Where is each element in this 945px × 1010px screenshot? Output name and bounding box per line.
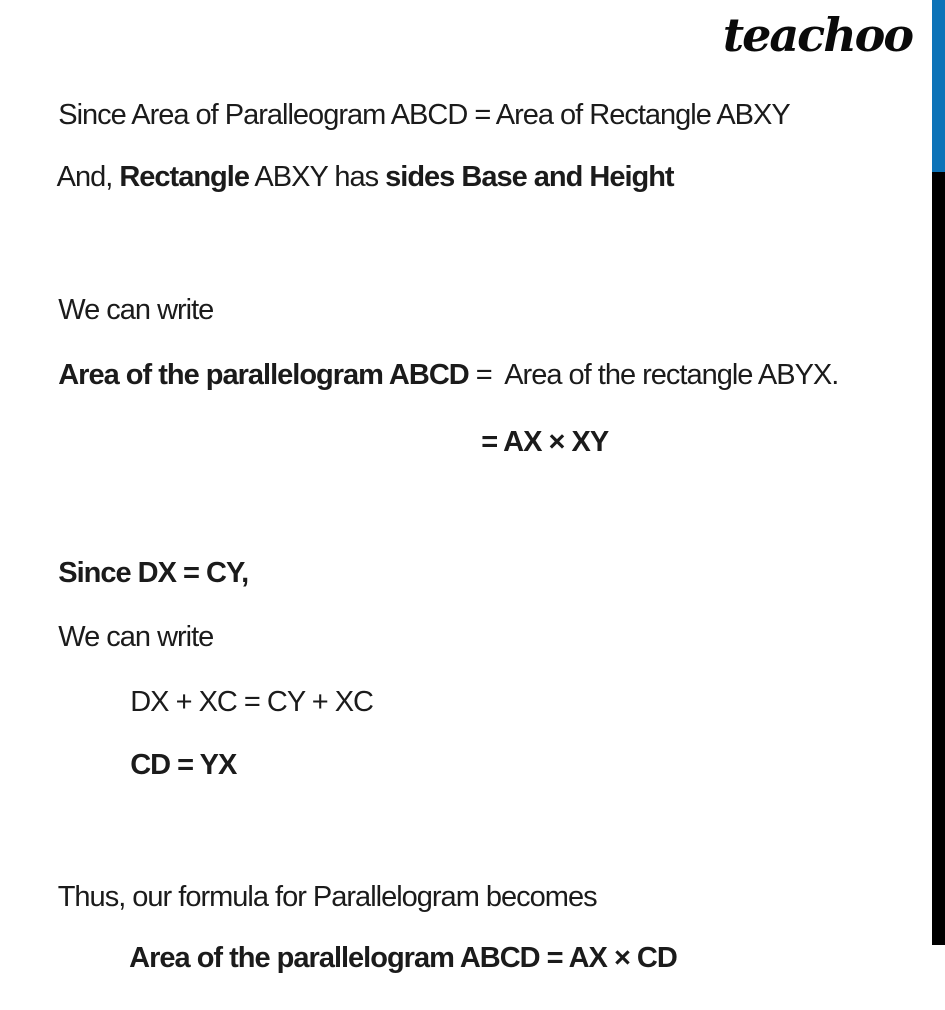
statement-rectangle-sides bbox=[30, 125, 674, 229]
statement-text: = Area of the rectangle ABYX. bbox=[468, 358, 839, 391]
statement-text: We can write bbox=[58, 293, 214, 326]
equation-text: DX + XC = CY + XC bbox=[130, 685, 374, 718]
equation-text: CD = YX bbox=[130, 748, 237, 781]
edge-accent-bar-black bbox=[932, 172, 945, 945]
statement-text: Since DX = CY, bbox=[58, 556, 249, 589]
bold-emphasis: Rectangle bbox=[119, 160, 249, 193]
equation-cd-equals-yx bbox=[102, 713, 236, 817]
statement-text: Thus, our formula for Parallelogram becomes bbox=[57, 880, 597, 913]
edge-accent-bar-blue bbox=[932, 0, 945, 172]
statement-text: ABXY has bbox=[248, 160, 386, 193]
equation-ax-times-xy bbox=[453, 390, 608, 494]
equation-text: Area of the parallelogram ABCD = AX × CD bbox=[129, 941, 677, 974]
bold-emphasis: sides Base and Height bbox=[385, 160, 674, 193]
statement-text: Since Area of Paralleogram ABCD = Area of Rectangle ABXY bbox=[58, 98, 790, 131]
equation-final-formula bbox=[102, 906, 677, 1010]
equation-area-parallelogram-rectangle bbox=[30, 323, 838, 427]
equation-text: = AX × XY bbox=[481, 425, 609, 458]
bold-emphasis: Area of the parallelogram ABCD bbox=[58, 358, 469, 391]
statement-text: We can write bbox=[58, 620, 214, 653]
teachoo-logo: teachoo bbox=[722, 8, 912, 62]
statement-text: And, bbox=[56, 160, 120, 193]
